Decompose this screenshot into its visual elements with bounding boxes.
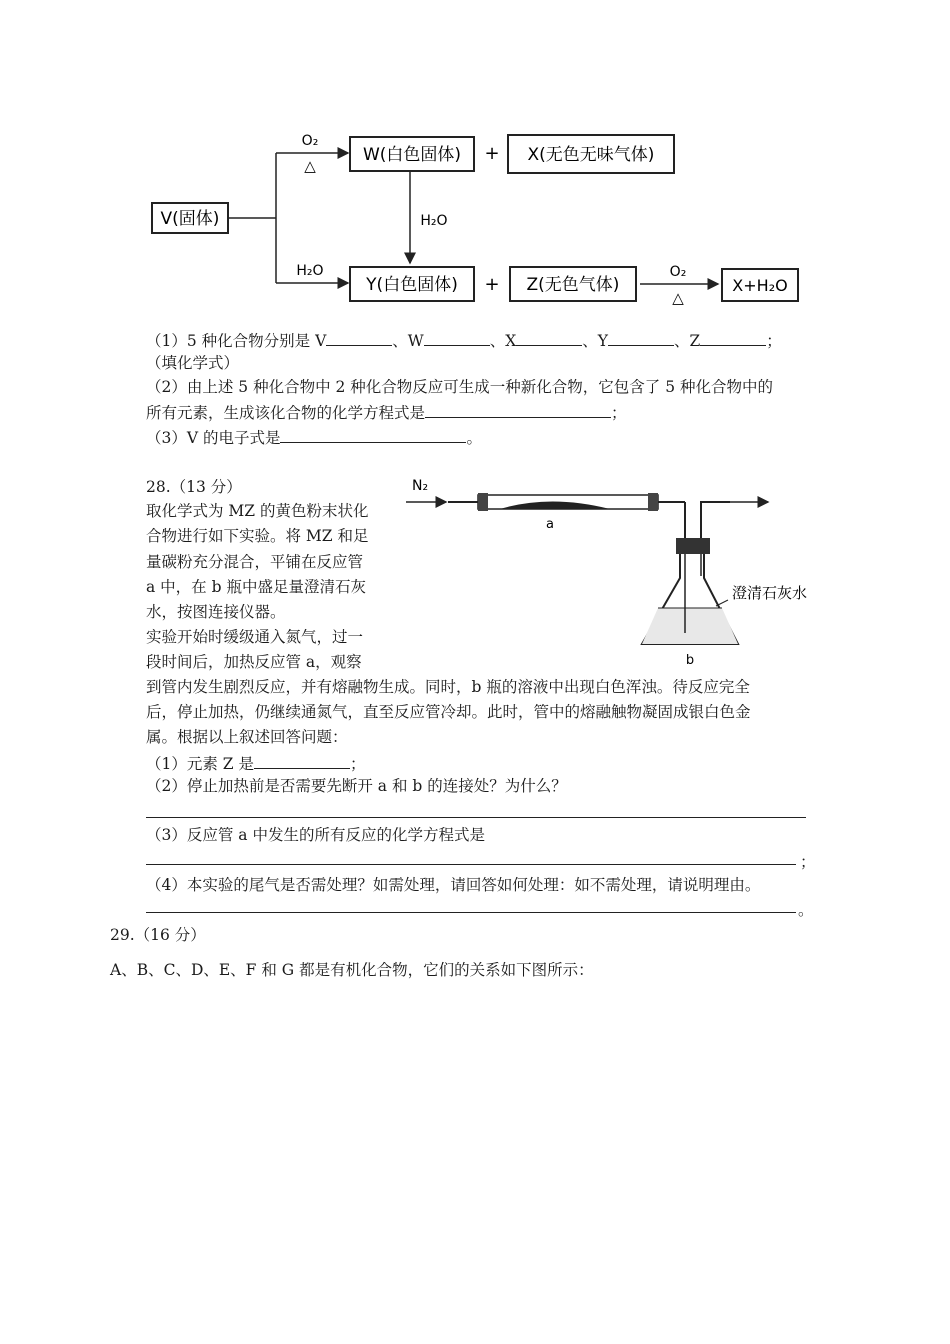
limewater-liquid <box>642 608 738 644</box>
label-h2o-bottom: H₂O <box>296 263 324 279</box>
xh2o-box-label: X+H₂O <box>732 276 788 295</box>
q28-intro-7: 段时间后，加热反应管 a，观察 <box>146 653 362 671</box>
q27-p1-end: ； <box>766 332 782 350</box>
q28-text-10: 属。根据以上叙述回答问题： <box>146 728 348 746</box>
reaction-flow-diagram <box>140 125 820 315</box>
apparatus-figure <box>400 468 830 673</box>
q29-header: 29.（16 分） <box>110 926 206 944</box>
q28-text-9: 后，停止加热，仍继续通氮气，直至反应管冷却。此时，管中的熔融触物凝固成银白色金 <box>146 703 751 721</box>
x-box-label: X(无色无味气体) <box>527 145 655 165</box>
q27-p3-end: 。 <box>466 429 482 447</box>
z-box-label: Z(无色气体) <box>526 275 620 295</box>
blank-y[interactable] <box>608 329 674 346</box>
q28-text-8: 到管内发生剧烈反应，并有熔融物生成。同时，b 瓶的溶液中出现白色浑浊。待反应完全 <box>146 678 750 696</box>
powder-in-tube <box>500 502 610 510</box>
q27-part2-line1: （2）由上述 5 种化合物中 2 种化合物反应可生成一种新化合物，它包含了 5 种化合物中的 <box>146 378 774 396</box>
fig-b-label: b <box>685 653 695 668</box>
q28-intro-3: 量碳粉充分混合，平铺在反应管 <box>146 553 364 571</box>
answer-line-q3[interactable] <box>146 864 796 865</box>
q27-part1-note: （填化学式） <box>146 354 240 372</box>
q27-p1-z: 、Z <box>674 332 701 350</box>
q27-part3 <box>146 426 482 448</box>
q28-intro-4: a 中，在 b 瓶中盛足量澄清石灰 <box>146 578 366 596</box>
blank-electron-formula[interactable] <box>280 426 466 443</box>
label-delta-top: △ <box>304 157 316 175</box>
q27-p2-end: ； <box>611 404 627 422</box>
q28-sub1 <box>146 752 366 774</box>
q28-intro-5: 水，按图连接仪器。 <box>146 603 286 621</box>
y-box-label: Y(白色固体) <box>366 275 458 295</box>
blank-w[interactable] <box>424 329 490 346</box>
q28-intro-1: 取化学式为 MZ 的黄色粉末状化 <box>146 502 369 520</box>
blank-equation-27[interactable] <box>425 401 611 418</box>
q28-header: 28.（13 分） <box>146 478 242 496</box>
q28-sub4-end: 。 <box>798 901 814 919</box>
fig-a-label: a <box>546 517 554 532</box>
answer-line-q2[interactable] <box>146 817 806 818</box>
q28-sub3-end: ； <box>800 853 816 871</box>
q27-p3-text: （3）V 的电子式是 <box>146 429 281 447</box>
q27-p1-prefix: （1）5 种化合物分别是 V <box>146 332 327 350</box>
q27-p2-text: 所有元素，生成该化合物的化学方程式是 <box>146 404 426 422</box>
blank-z[interactable] <box>700 329 766 346</box>
q27-part1 <box>146 329 782 351</box>
q29-intro: A、B、C、D、E、F 和 G 都是有机化合物，它们的关系如下图所示： <box>110 961 594 979</box>
q28-q1-text: （1）元素 Z 是 <box>146 755 254 773</box>
label-delta-right: △ <box>672 289 684 307</box>
blank-v[interactable] <box>326 329 392 346</box>
q27-p1-x: 、X <box>489 332 517 350</box>
label-o2-top: O₂ <box>301 133 319 149</box>
q28-q1-end: ； <box>350 755 366 773</box>
blank-element-z[interactable] <box>254 752 350 769</box>
label-h2o-vertical: H₂O <box>420 213 448 229</box>
answer-line-q4[interactable] <box>146 912 796 913</box>
q28-sub4: （4）本实验的尾气是否需处理？如需处理，请回答如何处理：如不需处理，请说明理由。 <box>146 876 761 894</box>
fig-limewater-label: 澄清石灰水 <box>732 584 808 602</box>
plus-bottom: + <box>484 274 500 295</box>
plus-top: + <box>484 143 500 164</box>
blank-x[interactable] <box>516 329 582 346</box>
q28-intro-6: 实验开始时缓级通入氮气，过一 <box>146 628 364 646</box>
q28-sub3: （3）反应管 a 中发生的所有反应的化学方程式是 <box>146 826 485 844</box>
w-box-label: W(白色固体) <box>362 145 462 165</box>
q27-part2-line2 <box>146 401 627 423</box>
fig-n2-label: N₂ <box>412 478 429 494</box>
flask-stopper <box>676 538 710 554</box>
v-box-label: V(固体) <box>160 209 220 229</box>
q27-p1-w: 、W <box>392 332 424 350</box>
label-o2-right: O₂ <box>669 264 687 280</box>
q28-sub2: （2）停止加热前是否需要先断开 a 和 b 的连接处？为什么？ <box>146 777 567 795</box>
q27-p1-y: 、Y <box>582 332 608 350</box>
q28-intro-2: 合物进行如下实验。将 MZ 和足 <box>146 527 369 545</box>
